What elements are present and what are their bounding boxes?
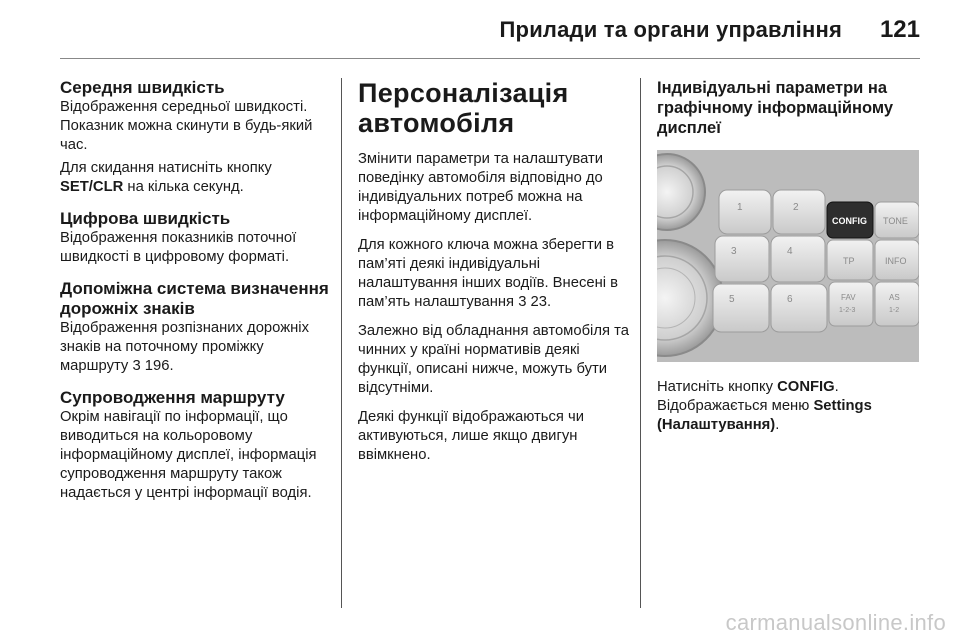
tone-button[interactable] (875, 202, 919, 238)
info-button-label: INFO (885, 256, 907, 266)
section-digital-speed (60, 209, 335, 267)
control-panel-photo (657, 150, 919, 362)
section-average-speed (60, 78, 335, 197)
page-reference-link[interactable]: 196. (140, 358, 174, 374)
page-header-title: Прилади та органи управління (499, 17, 842, 42)
preset-button-1[interactable] (719, 190, 771, 234)
fav-button-label: FAV (841, 293, 856, 302)
config-button[interactable] (827, 202, 873, 238)
section-text (60, 319, 335, 376)
header-rule (60, 58, 920, 59)
preset-button-3[interactable] (715, 236, 769, 282)
as-button-label: AS (889, 293, 900, 302)
section-heading: Цифрова швидкість (60, 209, 231, 228)
column-right (657, 78, 927, 435)
column-divider (640, 78, 641, 608)
paragraph: Змінити параметри та налаштувати поведінку автомобіля відповідно до індивідуальних потреб можна на інформаційному дисплеї. (358, 151, 604, 224)
section-text-body: Відображення розпізнаних дорожніх знаків на поточному проміжку маршруту (60, 320, 309, 374)
caption-text: Натисніть кнопку (657, 379, 778, 395)
config-button-label: CONFIG (832, 216, 867, 226)
page-reference-icon: 3 (132, 358, 141, 374)
section-text: Окрім навігації по інформації, що виводиться на кольоровому інформаційному дисплеї, інформація супроводження маршруту також надається у центрі інформації водія. (60, 409, 317, 501)
paragraph: Деякі функції відображаються чи активуються, лише якщо двигун ввімкнено. (358, 409, 584, 463)
config-key: CONFIG (777, 379, 835, 395)
reset-instruction: Для скидання натисніть кнопку (60, 160, 272, 176)
preset-button-5[interactable] (713, 284, 769, 332)
paragraph (358, 236, 630, 312)
preset-button-6-label: 6 (787, 294, 793, 305)
paragraph: Залежно від обладнання автомобіля та чинних у країні нормативів деякі функції, описані нижче, можуть бути відсутніми. (358, 323, 629, 396)
preset-button-2-label: 2 (793, 202, 799, 213)
preset-button-2[interactable] (773, 190, 825, 234)
fav-button-sublabel: 1-2-3 (839, 307, 856, 314)
caption-text: Відображається меню (657, 398, 814, 414)
caption-line (657, 397, 927, 435)
caption-line (657, 378, 927, 397)
preset-button-4-label: 4 (787, 246, 793, 257)
page-number: 121 (879, 16, 920, 43)
page-reference-link[interactable]: 23. (526, 294, 552, 310)
tp-button[interactable] (827, 240, 873, 280)
section-heading: Середня швидкість (60, 78, 225, 97)
as-button-sublabel: 1-2 (889, 307, 900, 314)
chapter-heading: Персоналізація автомобіля (358, 78, 569, 138)
section-text: Відображення показників поточної швидкості в цифровому форматі. (60, 230, 297, 265)
set-clr-key: SET/CLR (60, 179, 124, 195)
preset-button-3-label: 3 (731, 246, 737, 257)
photo-caption (657, 378, 927, 435)
tone-button-label: TONE (883, 216, 908, 226)
caption-text: . (834, 379, 839, 395)
preset-button-4[interactable] (771, 236, 825, 282)
caption-text: . (775, 417, 780, 433)
section-heading: Індивідуальні параметри на графічному інформаційному дисплеї (657, 79, 894, 137)
preset-button-6[interactable] (771, 284, 827, 332)
reset-instruction-tail: на кілька секунд. (123, 179, 244, 195)
fav-button[interactable] (829, 282, 873, 326)
preset-button-1-label: 1 (737, 202, 743, 213)
column-left (60, 78, 335, 515)
column-middle (358, 78, 630, 475)
section-route-guidance (60, 388, 335, 503)
watermark: carmanualsonline.info (725, 610, 946, 635)
section-heading: Супроводження маршруту (60, 388, 285, 407)
preset-button-5-label: 5 (729, 294, 735, 305)
section-text: Відображення середньої швидкості. Показник можна скинути в будь-який час. (60, 99, 313, 153)
page-header (0, 0, 960, 60)
section-heading: Допоміжна система визначення дорожніх знаків (60, 279, 329, 318)
settings-menu-name: Settings (Налаштування) (657, 398, 872, 433)
tp-button-label: TP (843, 256, 855, 266)
column-divider (341, 78, 342, 608)
control-panel-illustration (657, 150, 919, 362)
as-button[interactable] (875, 282, 919, 326)
section-text (60, 159, 335, 197)
paragraph-body: Для кожного ключа можна зберегти в пам’яті деякі індивідуальні налаштування інших водіїв. Внесені в пам’ять налаштування (358, 237, 619, 310)
info-button[interactable] (875, 240, 919, 280)
page-reference-icon: 3 (518, 294, 527, 310)
section-traffic-sign-assistant (60, 279, 335, 376)
